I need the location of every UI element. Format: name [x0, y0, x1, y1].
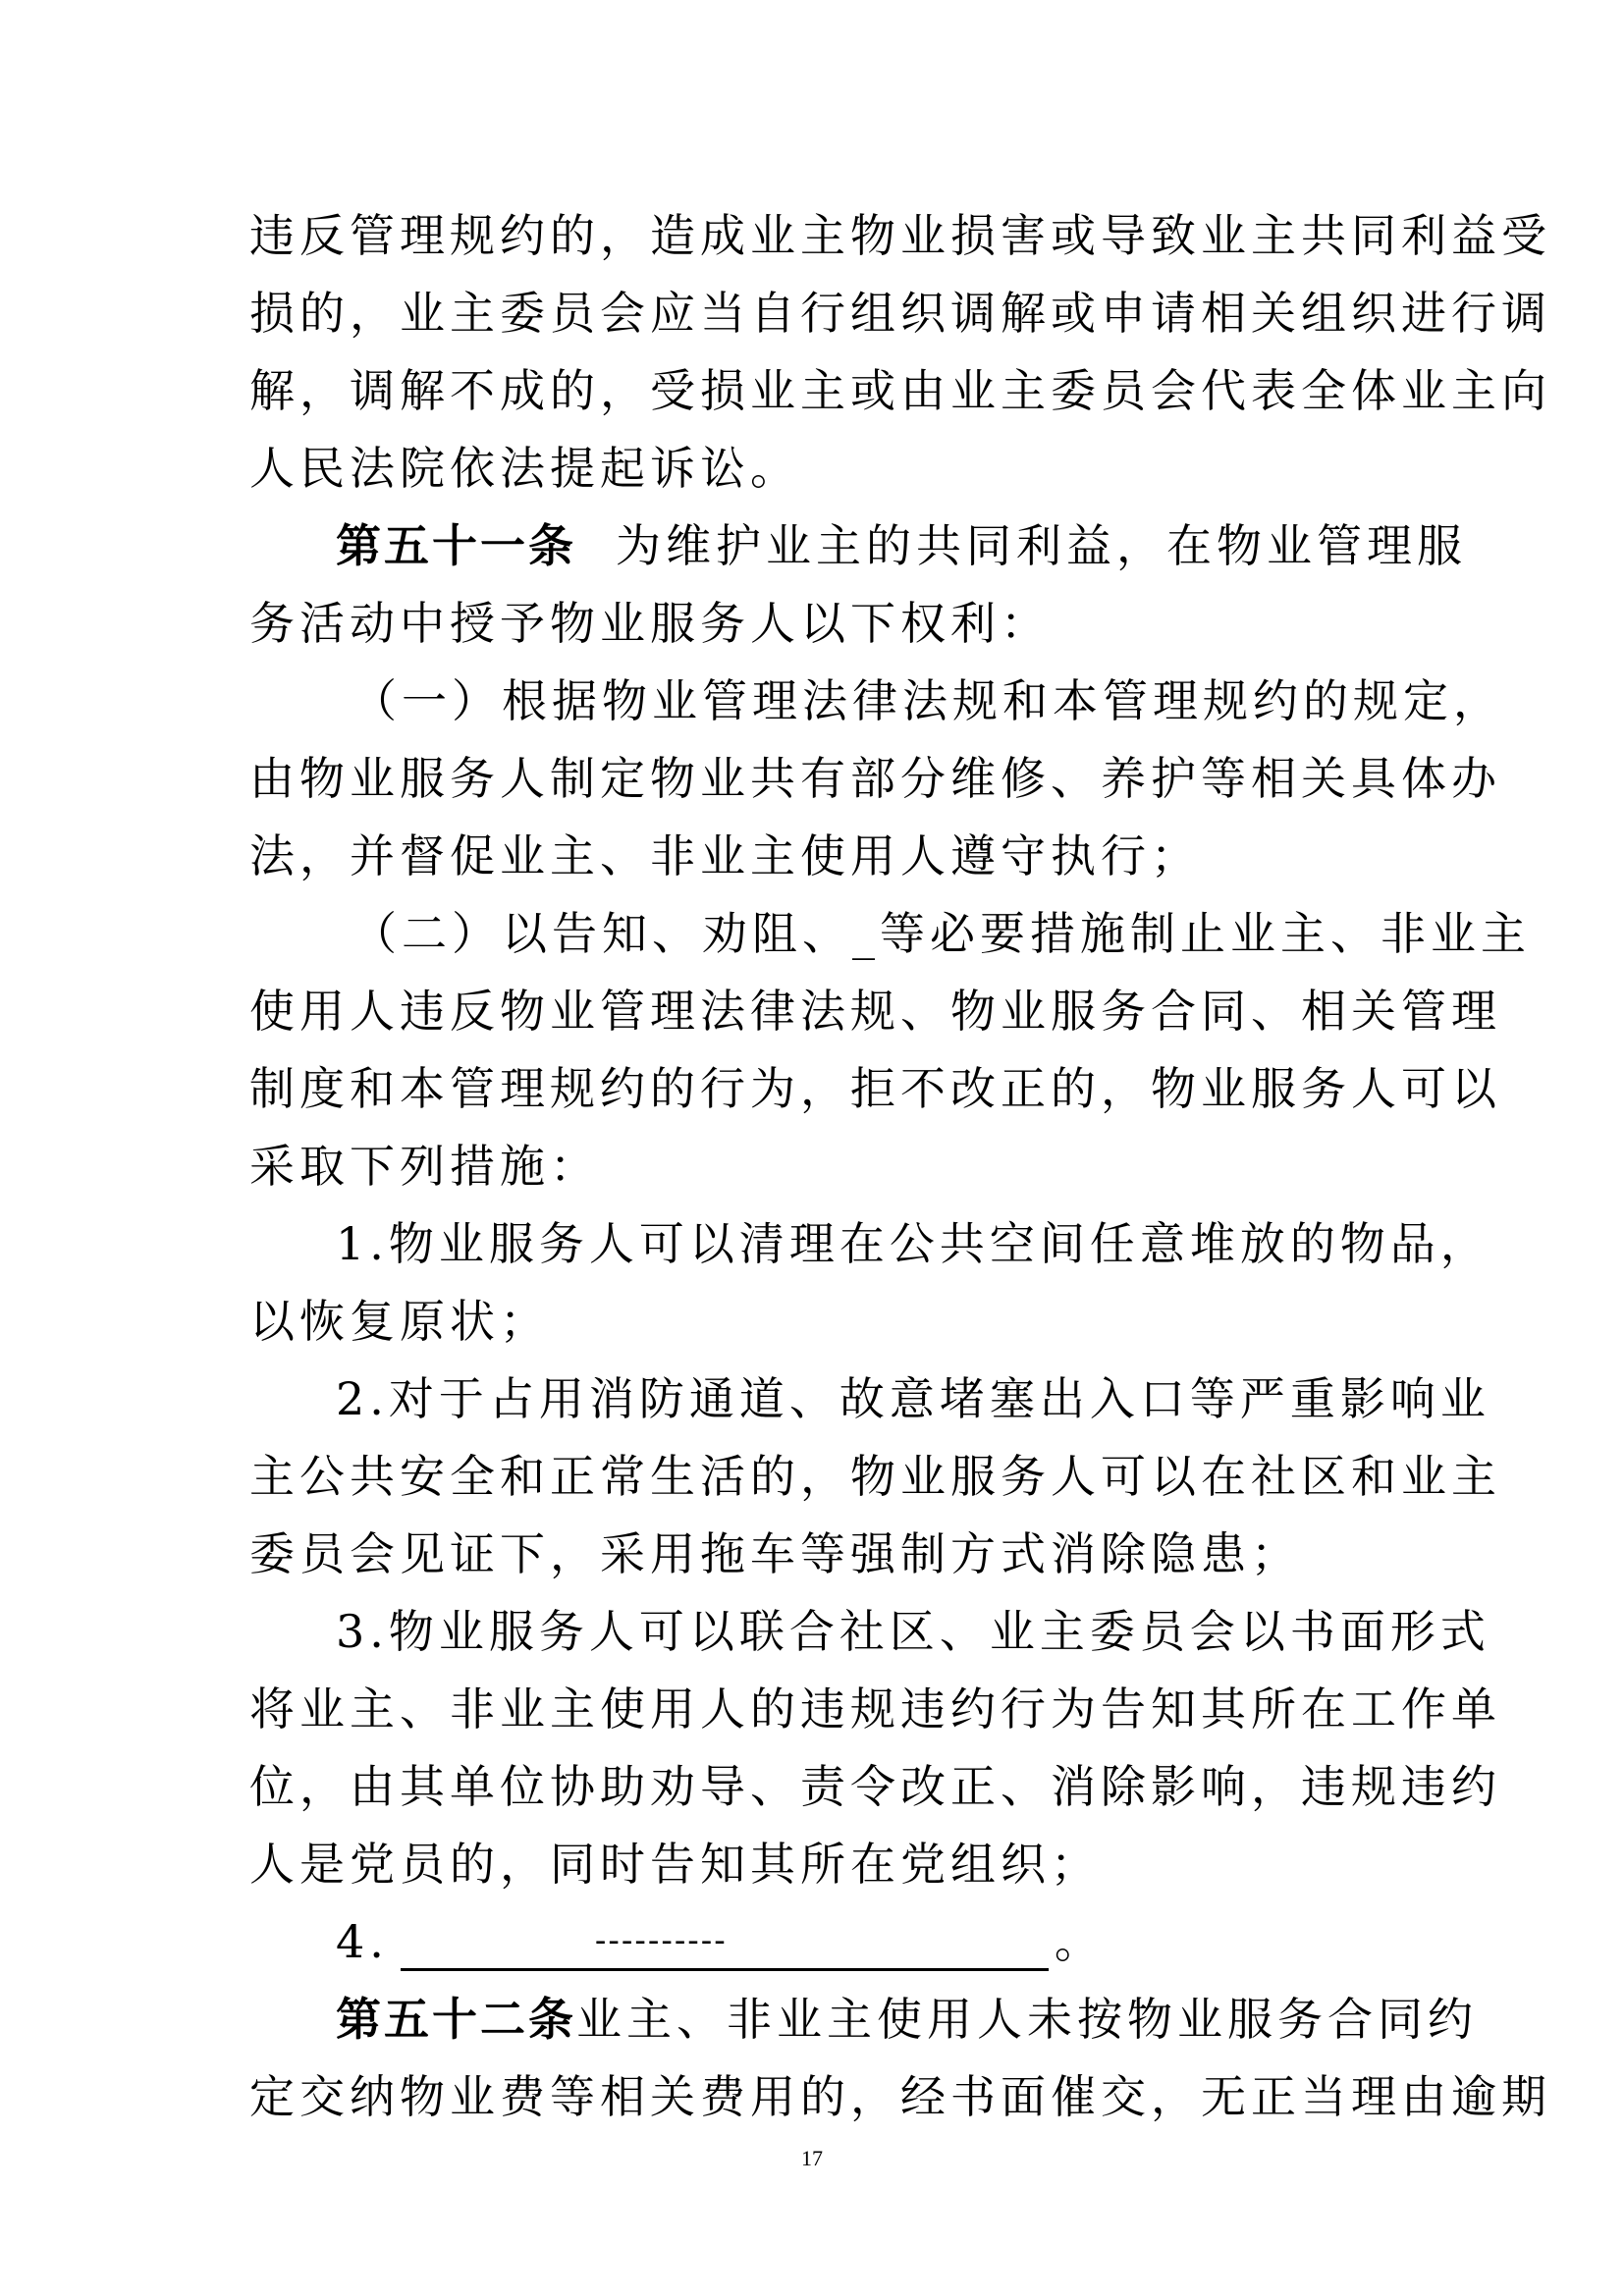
fill-in-blank	[401, 1917, 1049, 1971]
item-2-line: 采取下列措施：	[249, 1140, 600, 1193]
item-1-line: 由物业服务人制定物业共有部分维修、养护等相关具体办	[249, 752, 1501, 805]
measure-3-line: 位，由其单位协助劝导、责令改正、消除影响，违规违约	[249, 1760, 1501, 1813]
paragraph-line: 解，调解不成的，受损业主或由业主委员会代表全体业主向	[249, 364, 1551, 417]
article-51-line-1	[336, 516, 1467, 575]
item-2-line: （二）以告知、劝阻、_等必要措施制止业主、非业主	[352, 907, 1531, 960]
article-52-line-2: 定交纳物业费等相关费用的，经书面催交，无正当理由逾期	[249, 2070, 1551, 2123]
paragraph-line: 违反管理规约的，造成业主物业损害或导致业主共同利益受	[249, 209, 1551, 262]
blank-dashes: ----------	[594, 1921, 728, 1960]
article-51-text: 为维护业主的共同利益，在物业管理服	[616, 519, 1467, 572]
item-1-line: 法，并督促业主、非业主使用人遵守执行；	[249, 829, 1201, 882]
measure-1-line: 1.物业服务人可以清理在公共空间任意堆放的物品，	[336, 1217, 1490, 1270]
item-2-line: 制度和本管理规约的行为，拒不改正的，物业服务人可以	[249, 1062, 1501, 1115]
article-51-heading: 第五十一条	[336, 519, 576, 572]
article-52-text: 业主、非业主使用人未按物业服务合同约	[576, 1993, 1478, 2046]
article-51-line-2: 务活动中授予物业服务人以下权利：	[249, 597, 1051, 650]
article-52-line-1	[336, 1990, 1478, 2049]
measure-3-line: 3.物业服务人可以联合社区、业主委员会以书面形式	[336, 1605, 1490, 1658]
measure-1-line: 以恢复原状；	[249, 1295, 550, 1348]
measure-2-line: 主公共安全和正常生活的，物业服务人可以在社区和业主	[249, 1450, 1501, 1503]
measure-3-line: 人是党员的，同时告知其所在党组织；	[249, 1838, 1101, 1891]
paragraph-line: 损的，业主委员会应当自行组织调解或申请相关组织进行调	[249, 287, 1551, 340]
measure-2-line: 2.对于占用消防通道、故意堵塞出入口等严重影响业	[336, 1372, 1490, 1425]
item-2-line: 使用人违反物业管理法律法规、物业服务合同、相关管理	[249, 985, 1501, 1038]
measure-4-line	[336, 1912, 1388, 1971]
paragraph-line: 人民法院依法提起诉讼。	[249, 442, 800, 495]
measure-2-line: 委员会见证下，采用拖车等强制方式消除隐患；	[249, 1527, 1301, 1580]
article-52-heading: 第五十二条	[336, 1993, 576, 2046]
measure-3-line: 将业主、非业主使用人的违规违约行为告知其所在工作单	[249, 1682, 1501, 1735]
item-1-line: （一）根据物业管理法律法规和本管理规约的规定，	[352, 674, 1503, 727]
measure-4-prefix: 4.	[336, 1915, 389, 1968]
measure-4-suffix: 。	[1054, 1915, 1105, 1968]
page-number: 17	[801, 2146, 823, 2170]
